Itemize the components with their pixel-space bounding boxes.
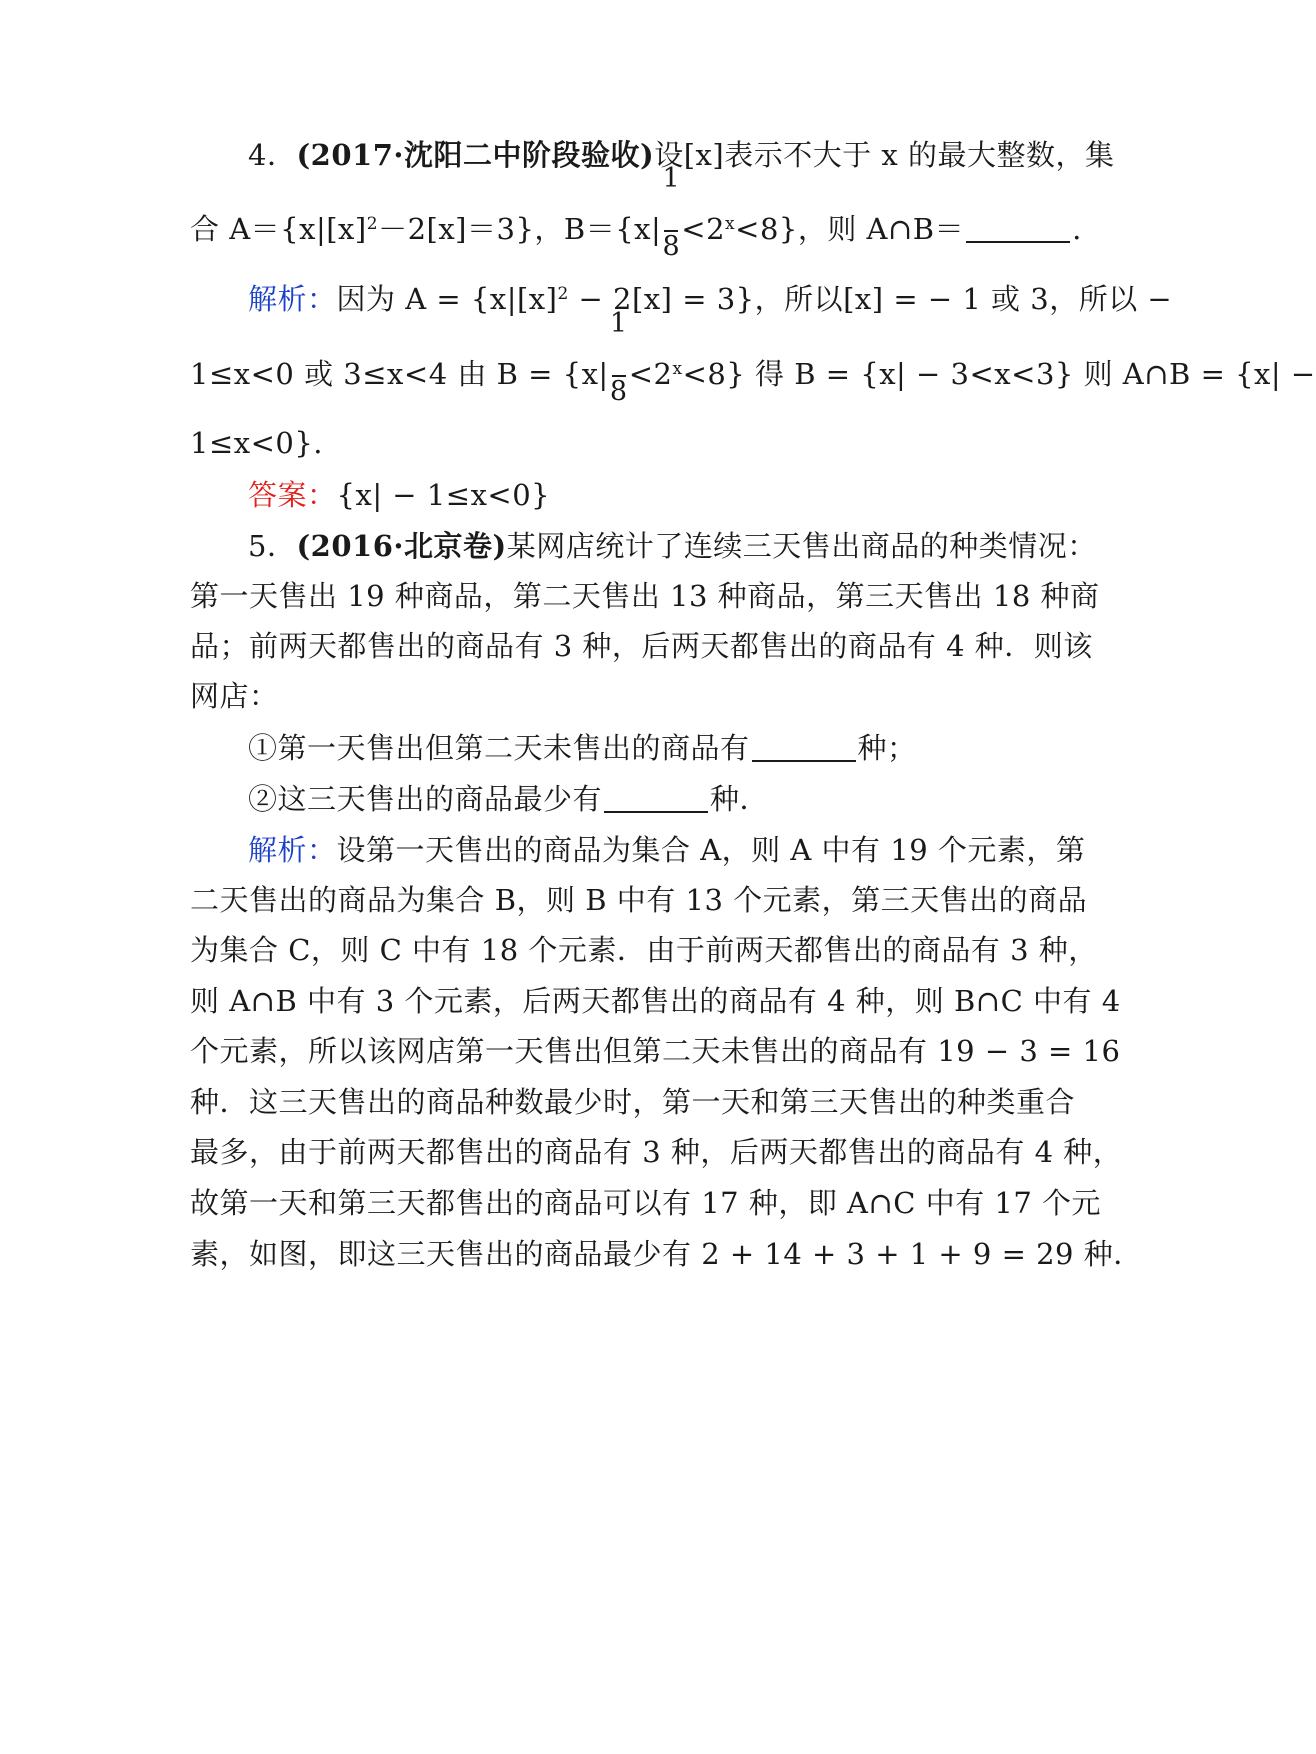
fraction-numerator: 1 xyxy=(609,308,628,339)
q4-solution-exponent: 2 xyxy=(557,284,569,304)
q5-item1-blank xyxy=(752,730,856,762)
q5-line1-text: 某网店统计了连续三天售出商品的种类情况： xyxy=(506,529,1097,563)
q5-line-2: 第一天售出 19 种商品，第二天售出 13 种商品，第三天售出 18 种商 xyxy=(190,579,1100,613)
q4-exponent: 2 xyxy=(366,214,379,234)
q5-line-4: 网店： xyxy=(190,679,279,713)
q5-item2-unit: 种． xyxy=(710,782,770,816)
q5-item2-blank xyxy=(604,781,708,813)
q5-solution-line-7: 最多，由于前两天都售出的商品有 3 种，后两天都售出的商品有 4 种， xyxy=(190,1135,1123,1169)
q4-number: 4． xyxy=(248,138,297,172)
answer-label: 答案： xyxy=(248,478,337,512)
q5-item-2 xyxy=(248,771,1055,827)
q5-solution-line-8: 故第一天和第三天都售出的商品可以有 17 种，即 A∩C 中有 17 个元 xyxy=(190,1186,1102,1220)
q5-line-3: 品；前两天都售出的商品有 3 种，后两天都售出的商品有 4 种．则该 xyxy=(190,629,1093,663)
q4-intersection-text: <8}，则 A∩B＝ xyxy=(735,212,965,246)
solution-label: 解析： xyxy=(248,833,337,867)
q5-solution-line-5: 个元素，所以该网店第一天售出但第二天未售出的商品有 19 − 3 = 16 xyxy=(190,1034,1121,1068)
q5-solution-line-3: 为集合 C，则 C 中有 18 个元素．由于前两天都售出的商品有 3 种， xyxy=(190,933,1098,967)
q5-solution-line-4: 则 A∩B 中有 3 个元素，后两天都售出的商品有 4 种，则 B∩C 中有 4 xyxy=(190,984,1121,1018)
fraction-numerator: 1 xyxy=(662,163,681,194)
q4-line1-text: 设[x]表示不大于 x 的最大整数，集 xyxy=(654,138,1115,172)
q5-solution-line-9: 素，如图，即这三天售出的商品最少有 2 + 14 + 3 + 1 + 9 = 29 种． xyxy=(190,1237,1143,1271)
q4-solution-text-e: 1≤x<0}. xyxy=(190,426,324,460)
q4-solution-text-a: 因为 A = {x|[x] xyxy=(336,282,558,316)
solution-label: 解析： xyxy=(248,282,337,316)
q5-line-1 xyxy=(248,518,1097,574)
q5-solution-line-6: 种．这三天售出的商品种数最少时，第一天和第三天售出的种类重合 xyxy=(190,1085,1076,1119)
q5-item1-text: ①第一天售出但第二天未售出的商品有 xyxy=(248,731,750,765)
q4-answer-value: {x| − 1≤x<0} xyxy=(336,478,551,512)
q4-line-1 xyxy=(248,127,1115,183)
q4-answer-line xyxy=(248,467,1055,523)
fraction-denominator: 8 xyxy=(609,376,628,407)
q4-answer-blank xyxy=(966,211,1070,243)
q4-exponent-x: x xyxy=(725,214,736,234)
q5-solution-line-2: 二天售出的商品为集合 B，则 B 中有 13 个元素，第三天售出的商品 xyxy=(190,883,1088,917)
q4-solution-text-b: − 2[x] = 3}，所以[x] = − 1 或 3，所以 − xyxy=(568,282,1173,316)
q4-set-a-text: 合 A＝{x|[x] xyxy=(190,212,367,246)
q4-solution-fraction xyxy=(609,308,628,407)
q4-solution-exponent-x: x xyxy=(672,359,683,379)
q4-fraction xyxy=(662,163,681,262)
q5-solution-text: 设第一天售出的商品为集合 A，则 A 中有 19 个元素，第 xyxy=(336,833,1086,867)
q4-period: . xyxy=(1072,212,1082,246)
q4-solution-text-c: 1≤x<0 或 3≤x<4 由 B = {x| xyxy=(190,357,609,391)
q5-item2-text: ②这三天售出的商品最少有 xyxy=(248,782,603,816)
q5-item1-unit: 种； xyxy=(857,731,917,765)
q4-solution-line-2 xyxy=(190,308,1316,407)
q4-set-b-text: －2[x]＝3}，B＝{x| xyxy=(378,212,662,246)
q4-solution-line-3 xyxy=(190,415,1055,471)
q5-source: (2016·北京卷) xyxy=(296,529,507,563)
q4-solution-text-d: <8} 得 B = {x| − 3<x<3} 则 A∩B = {x| − xyxy=(682,357,1316,391)
fraction-denominator: 8 xyxy=(662,231,681,262)
q4-inequality: <2 xyxy=(681,212,726,246)
q5-solution-line-1 xyxy=(248,822,1086,878)
q4-solution-inequality: <2 xyxy=(628,357,673,391)
q4-solution-line-1 xyxy=(248,271,1173,327)
q4-source: (2017·沈阳二中阶段验收) xyxy=(296,138,655,172)
q5-number: 5． xyxy=(248,529,297,563)
q5-item-1 xyxy=(248,720,1055,776)
q4-line-2 xyxy=(190,163,1082,262)
